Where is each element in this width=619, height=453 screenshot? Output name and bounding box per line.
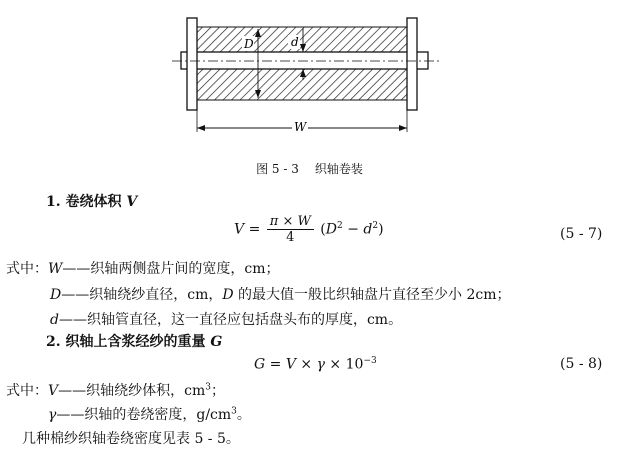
where-prefix-2: 式中： xyxy=(6,383,48,399)
def-gamma-end: 。 xyxy=(236,407,251,423)
beam-axle xyxy=(181,52,428,69)
def-V-text: ——织轴绕纱体积，cm xyxy=(58,383,206,399)
closing-sentence: 几种棉纱织轴卷绕密度见表 5 - 5。 xyxy=(22,431,240,447)
section-1-heading xyxy=(46,191,137,211)
equation-5-8 xyxy=(254,356,377,373)
eq2-lhs: G xyxy=(254,356,266,373)
eq-paren-open: ( xyxy=(320,221,326,238)
warp-beam-diagram xyxy=(0,0,619,150)
section-2-variable: G xyxy=(210,334,223,350)
eq2-times-1: × xyxy=(300,356,313,373)
def-D-text-2: 的最大值一般比织轴盘片直径至少小 2cm； xyxy=(238,287,511,303)
label-W: W xyxy=(294,120,307,134)
def-W-var: W xyxy=(48,261,63,277)
eq-minus: − xyxy=(347,221,359,238)
definition-W xyxy=(6,258,280,278)
def-V-sup: 3 xyxy=(205,382,211,393)
eq-paren-close: ) xyxy=(378,221,384,238)
eq-fraction xyxy=(267,214,314,245)
def-gamma-var: γ xyxy=(48,407,57,423)
eq-equals: = xyxy=(248,221,261,238)
section-1-title: 卷绕体积 xyxy=(65,194,122,210)
caption-title: 织轴卷装 xyxy=(314,162,363,176)
eq2-ten: 10 xyxy=(345,356,364,373)
equation-number-5-7: (5 - 7) xyxy=(560,226,603,242)
equation-5-7 xyxy=(234,214,384,245)
equation-number-5-8: (5 - 8) xyxy=(560,356,603,372)
eq2-exponent: −3 xyxy=(363,356,377,366)
def-d-text: ——织轴管直径，这一直径应包括盘头布的厚度，cm。 xyxy=(58,312,403,328)
section-2-heading xyxy=(46,331,222,351)
eq-d: d xyxy=(363,221,373,238)
def-D-var: D xyxy=(50,287,62,303)
eq-d-square: 2 xyxy=(372,220,379,231)
eq2-times-2: × xyxy=(329,356,342,373)
eq-lhs: V xyxy=(234,221,245,238)
eq-numerator: π × W xyxy=(267,214,314,230)
dimension-W-arrow-left xyxy=(197,125,205,131)
right-flange xyxy=(407,18,417,110)
eq2-gamma: γ xyxy=(316,356,325,373)
def-D-text: ——织轴绕纱直径，cm， xyxy=(61,287,223,303)
eq-D: D xyxy=(325,221,337,238)
eq2-equals: = xyxy=(269,356,282,373)
label-D: D xyxy=(244,37,254,51)
definition-d xyxy=(50,309,402,329)
dimension-W-arrow-right xyxy=(399,125,407,131)
section-1-variable: V xyxy=(126,194,138,210)
section-2-number: 2. xyxy=(46,334,61,350)
definition-D xyxy=(50,284,511,304)
definition-V xyxy=(6,380,225,400)
eq-D-square: 2 xyxy=(337,220,343,231)
def-W-text: ——织轴两侧盘片间的宽度，cm； xyxy=(62,261,280,277)
left-flange xyxy=(187,18,197,110)
eq-denominator: 4 xyxy=(286,230,295,245)
eq2-V: V xyxy=(285,356,296,373)
label-d: d xyxy=(291,35,299,49)
def-gamma-text: ——织轴的卷绕密度，g/cm xyxy=(56,407,232,423)
section-2-title: 织轴上含浆经纱的重量 xyxy=(65,334,206,350)
where-prefix-1: 式中： xyxy=(6,261,48,277)
def-V-var: V xyxy=(48,383,59,399)
definition-gamma xyxy=(48,404,251,424)
def-D-var-2: D xyxy=(222,287,234,303)
def-gamma-sup: 3 xyxy=(231,406,237,417)
figure-caption xyxy=(0,160,619,177)
caption-number: 图 5 - 3 xyxy=(256,162,299,176)
def-d-var: d xyxy=(50,312,59,328)
def-V-end: ； xyxy=(210,383,225,399)
section-1-number: 1. xyxy=(46,194,61,210)
